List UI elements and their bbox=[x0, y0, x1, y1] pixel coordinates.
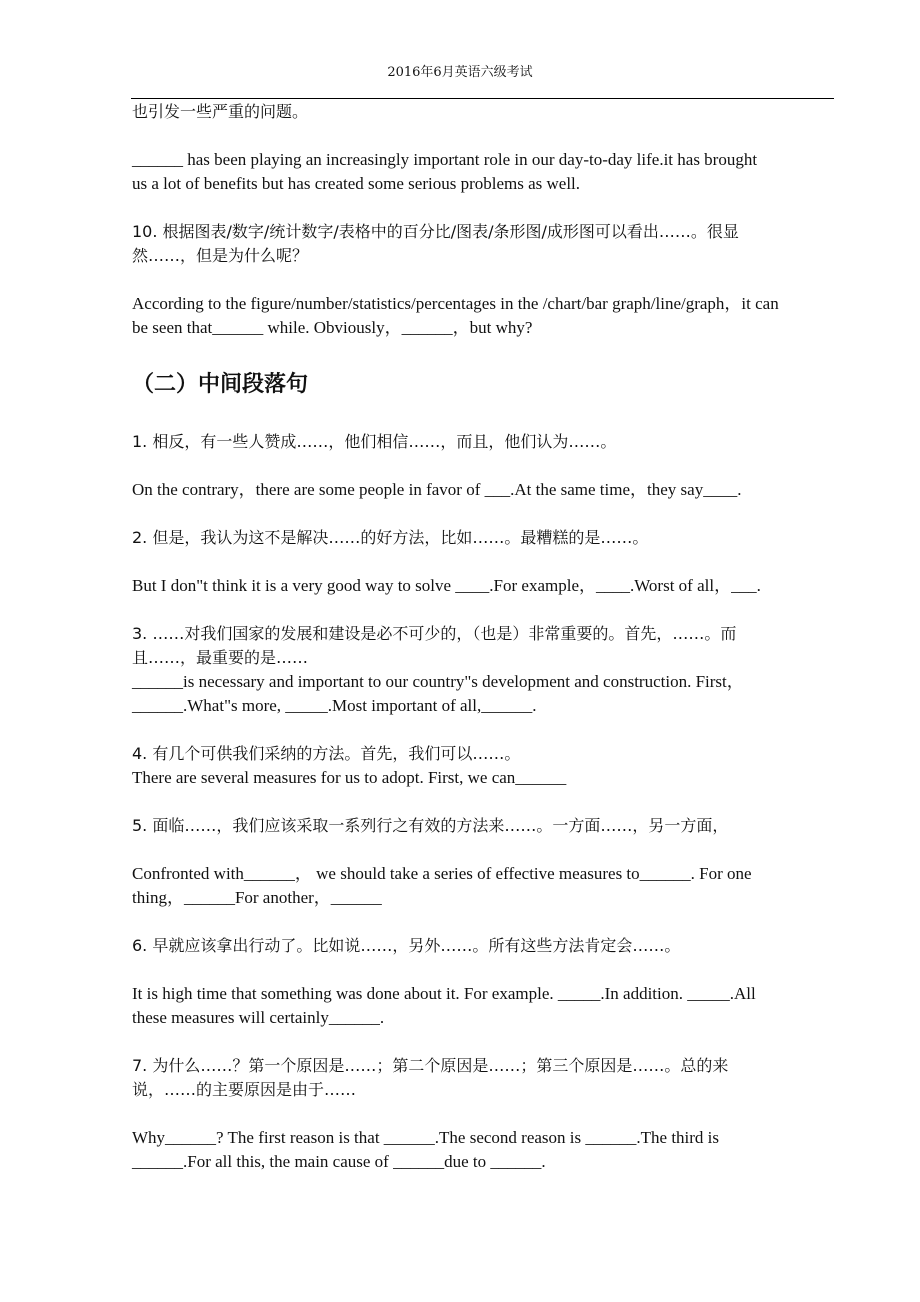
item-cn-line: 2. 但是，我认为这不是解决……的好方法，比如……。最糟糕的是……。 bbox=[132, 528, 649, 547]
item10-cn-line: 10. 根据图表/数字/统计数字/表格中的百分比/图表/条形图/成形图可以看出……。很显 bbox=[132, 222, 739, 241]
item-en-line: There are several measures for us to adopt. First, we can______ bbox=[132, 768, 567, 787]
header-divider bbox=[131, 98, 834, 99]
item10-en-line: According to the figure/number/statistics/percentages in the /chart/bar graph/line/graph，it can bbox=[132, 294, 779, 313]
page-header: 2016年6月英语六级考试 bbox=[387, 65, 533, 80]
item-cn-line: 说，……的主要原因是由于…… bbox=[132, 1080, 357, 1099]
item10-en-line: be seen that______ while. Obviously，______，but why? bbox=[132, 318, 533, 337]
item-en-line: ______.What"s more, _____.Most important of all,______. bbox=[132, 696, 537, 715]
intro-cn-tail: 也引发一些严重的问题。 bbox=[132, 102, 309, 121]
item-cn-line: 3. ……对我们国家的发展和建设是必不可少的，（也是）非常重要的。首先，……。而 bbox=[132, 624, 737, 643]
item-en-line: But I don"t think it is a very good way to solve ____.For example，____.Worst of all，___. bbox=[132, 576, 761, 595]
item-cn-line: 4. 有几个可供我们采纳的方法。首先，我们可以……。 bbox=[132, 744, 521, 763]
intro-en-line: us a lot of benefits but has created some serious problems as well. bbox=[132, 174, 581, 193]
item10-cn-line: 然……，但是为什么呢？ bbox=[132, 246, 309, 265]
item-en-line: ______is necessary and important to our country"s development and construction. First， bbox=[132, 672, 744, 691]
item-cn-line: 1. 相反，有一些人赞成……，他们相信……，而且，他们认为……。 bbox=[132, 432, 617, 451]
section-heading: （二）中间段落句 bbox=[132, 372, 309, 397]
intro-en-line: ______ has been playing an increasingly important role in our day-to-day life.it has brought bbox=[132, 150, 758, 169]
item-en-line: On the contrary，there are some people in favor of ___.At the same time，they say____. bbox=[132, 480, 742, 499]
item-cn-line: 7. 为什么……？第一个原因是……；第二个原因是……；第三个原因是……。总的来 bbox=[132, 1056, 729, 1075]
item-en-line: Why______? The first reason is that ______.The second reason is ______.The third is bbox=[132, 1128, 720, 1147]
item-en-line: ______.For all this, the main cause of ______due to ______. bbox=[132, 1152, 546, 1171]
document-body bbox=[132, 100, 832, 1174]
item-cn-line: 6. 早就应该拿出行动了。比如说……，另外……。所有这些方法肯定会……。 bbox=[132, 936, 681, 955]
item-en-line: thing，______For another，______ bbox=[132, 888, 382, 907]
item-en-line: It is high time that something was done about it. For example. _____.In addition. _____.All bbox=[132, 984, 756, 1003]
item-cn-line: 5. 面临……，我们应该采取一系列行之有效的方法来……。一方面……，另一方面， bbox=[132, 816, 729, 835]
item-en-line: Confronted with______， we should take a series of effective measures to______. For one bbox=[132, 864, 752, 883]
item-en-line: these measures will certainly______. bbox=[132, 1008, 385, 1027]
item-cn-line: 且……，最重要的是…… bbox=[132, 648, 309, 667]
